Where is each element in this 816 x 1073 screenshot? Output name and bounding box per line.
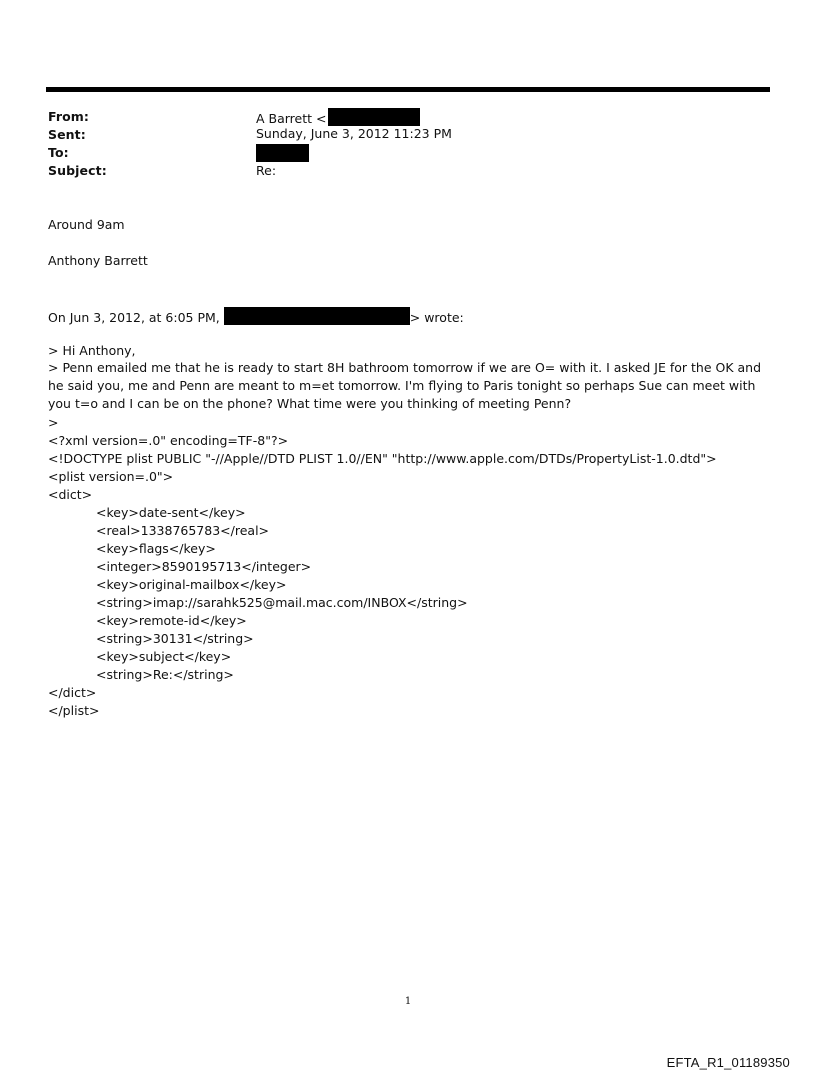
dict-line: <string>30131</string> — [96, 631, 254, 646]
dict-line: <real>1338765783</real> — [96, 523, 270, 538]
document-id: EFTA_R1_01189350 — [666, 1055, 790, 1070]
quote-suffix: > wrote: — [409, 310, 464, 325]
dict-open: <dict> — [48, 487, 93, 502]
doctype-line: <!DOCTYPE plist PUBLIC "-//Apple//DTD PLIST 1.0//EN" "http://www.apple.com/DTDs/PropertyList-1.0.dtd"> — [48, 451, 717, 466]
dict-line: <integer>8590195713</integer> — [96, 559, 312, 574]
dict-line: <string>Re:</string> — [96, 667, 234, 682]
quote-attribution — [48, 307, 464, 325]
from-label: From: — [48, 109, 90, 124]
quoted-paragraph: > Penn emailed me that he is ready to start 8H bathroom tomorrow if we are O= with it. I asked JE for the OK and he said you, me and Penn are meant to m=et tomorrow. I'm flying to Paris tonight so perhaps Sue can meet with you t=o and I can be on the phone? What time were you thinking of meeting Penn? — [48, 360, 762, 411]
redaction-box — [328, 108, 420, 126]
dict-line: <key>flags</key> — [96, 541, 216, 556]
quoted-greeting: > Hi Anthony, — [48, 343, 136, 358]
sent-value: Sunday, June 3, 2012 11:23 PM — [256, 126, 452, 141]
page-number: 1 — [404, 996, 412, 1007]
to-value — [256, 144, 309, 164]
plist-close: </plist> — [48, 703, 100, 718]
quote-prefix: On Jun 3, 2012, at 6:05 PM, — [48, 310, 220, 325]
dict-line: <string>imap://sarahk525@mail.mac.com/INBOX</string> — [96, 595, 468, 610]
subject-label: Subject: — [48, 163, 107, 178]
sent-label: Sent: — [48, 127, 86, 142]
dict-line: <key>date-sent</key> — [96, 505, 246, 520]
signature: Anthony Barrett — [48, 253, 148, 268]
redaction-box — [224, 307, 410, 325]
dict-line: <key>remote-id</key> — [96, 613, 247, 628]
dict-close: </dict> — [48, 685, 97, 700]
from-name: A Barrett < — [256, 111, 327, 126]
to-label: To: — [48, 145, 69, 160]
dict-line: <key>original-mailbox</key> — [96, 577, 287, 592]
redaction-box — [256, 144, 309, 162]
xml-declaration: <?xml version=.0" encoding=TF-8"?> — [48, 433, 289, 448]
header-rule — [46, 87, 770, 92]
subject-value: Re: — [256, 163, 277, 178]
dict-line: <key>subject</key> — [96, 649, 232, 664]
reply-text: Around 9am — [48, 217, 125, 232]
plist-open: <plist version=.0"> — [48, 469, 174, 484]
quoted-end: > — [48, 415, 59, 430]
from-value — [256, 108, 420, 126]
